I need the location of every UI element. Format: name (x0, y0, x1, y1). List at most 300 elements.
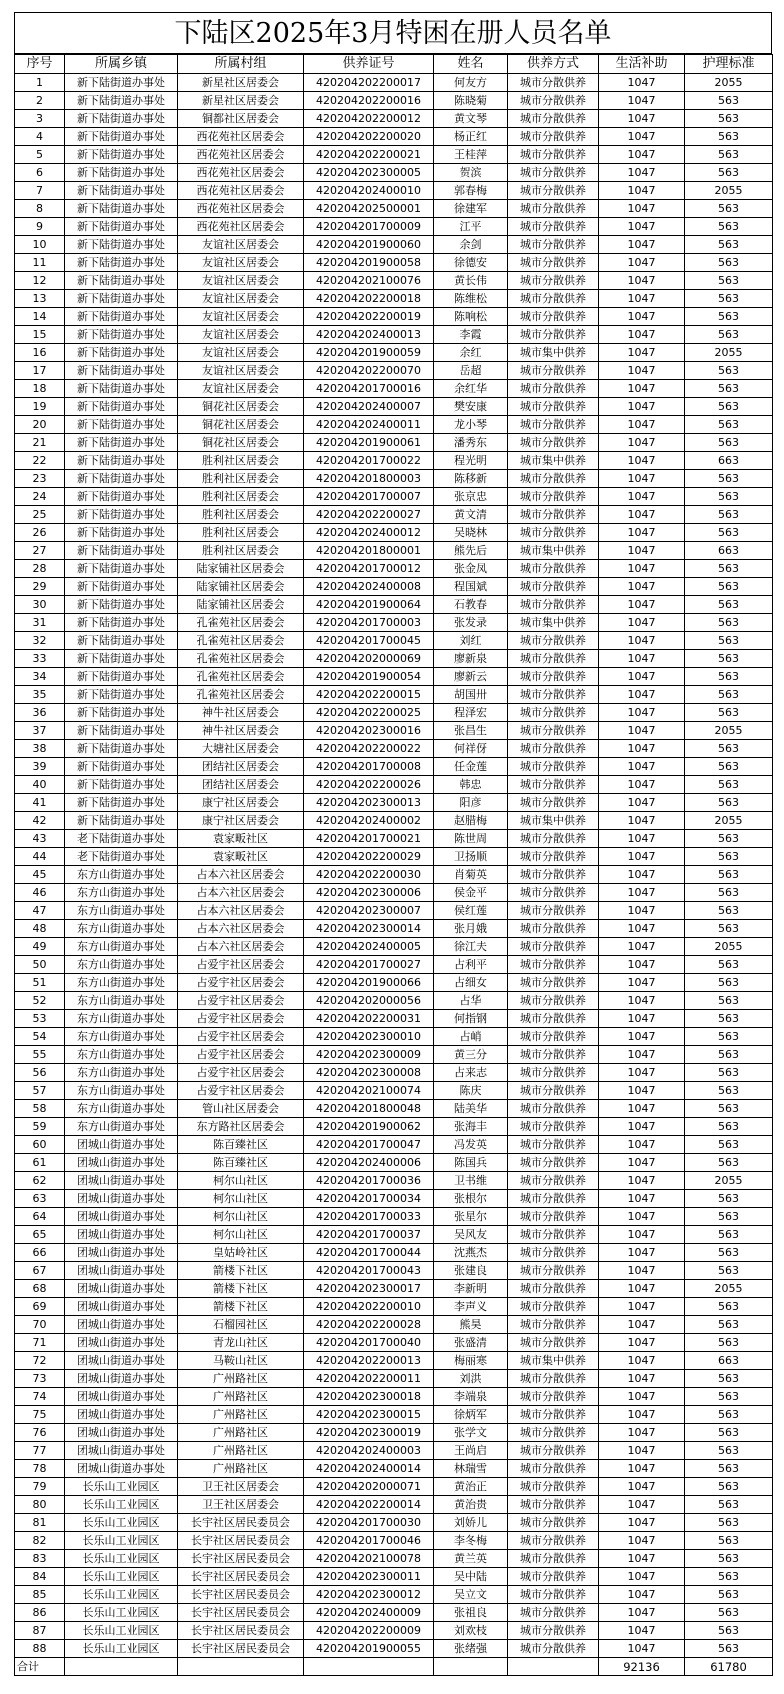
row-name: 黄文清 (434, 506, 508, 524)
table-row (15, 110, 773, 128)
row-index: 60 (15, 1136, 65, 1154)
row-certificate-number: 420204201700022 (304, 452, 434, 470)
row-living-subsidy: 1047 (599, 578, 685, 596)
table-row (15, 524, 773, 542)
header-village: 所属村组 (178, 55, 304, 74)
row-living-subsidy: 1047 (599, 1442, 685, 1460)
row-support-type: 城市分散供养 (508, 362, 599, 380)
row-village: 柯尔山社区 (178, 1172, 304, 1190)
row-living-subsidy: 1047 (599, 560, 685, 578)
row-care-standard: 563 (685, 560, 773, 578)
row-township: 新下陆街道办事处 (65, 668, 178, 686)
row-township: 东方山街道办事处 (65, 1082, 178, 1100)
row-living-subsidy: 1047 (599, 290, 685, 308)
row-village: 胜利社区居委会 (178, 506, 304, 524)
table-row (15, 164, 773, 182)
row-village: 广州路社区 (178, 1370, 304, 1388)
row-index: 32 (15, 632, 65, 650)
row-township: 团城山街道办事处 (65, 1208, 178, 1226)
row-name: 黄兰英 (434, 1550, 508, 1568)
row-living-subsidy: 1047 (599, 524, 685, 542)
row-living-subsidy: 1047 (599, 182, 685, 200)
table-row (15, 362, 773, 380)
table-row (15, 236, 773, 254)
row-living-subsidy: 1047 (599, 1640, 685, 1658)
row-village: 占爱宇社区居委会 (178, 1082, 304, 1100)
row-care-standard: 563 (685, 956, 773, 974)
row-certificate-number: 420204202000056 (304, 992, 434, 1010)
row-village: 陆家铺社区居委会 (178, 596, 304, 614)
row-certificate-number: 420204202300007 (304, 902, 434, 920)
row-name: 吴风友 (434, 1226, 508, 1244)
row-township: 团城山街道办事处 (65, 1370, 178, 1388)
row-township: 新下陆街道办事处 (65, 398, 178, 416)
table-row (15, 74, 773, 92)
row-village: 广州路社区 (178, 1406, 304, 1424)
table-row (15, 1298, 773, 1316)
row-index: 71 (15, 1334, 65, 1352)
row-name: 龙小琴 (434, 416, 508, 434)
row-living-subsidy: 1047 (599, 434, 685, 452)
row-living-subsidy: 1047 (599, 1010, 685, 1028)
row-index: 2 (15, 92, 65, 110)
row-certificate-number: 420204201700037 (304, 1226, 434, 1244)
row-support-type: 城市分散供养 (508, 1226, 599, 1244)
row-index: 57 (15, 1082, 65, 1100)
row-support-type: 城市分散供养 (508, 1604, 599, 1622)
row-living-subsidy: 1047 (599, 1370, 685, 1388)
table-row (15, 1568, 773, 1586)
row-index: 79 (15, 1478, 65, 1496)
row-name: 廖新云 (434, 668, 508, 686)
row-certificate-number: 420204202300016 (304, 722, 434, 740)
row-support-type: 城市分散供养 (508, 992, 599, 1010)
row-index: 11 (15, 254, 65, 272)
row-care-standard: 2055 (685, 1280, 773, 1298)
row-living-subsidy: 1047 (599, 974, 685, 992)
table-row (15, 1262, 773, 1280)
row-index: 56 (15, 1064, 65, 1082)
row-village: 胜利社区居委会 (178, 488, 304, 506)
row-village: 占爱宇社区居委会 (178, 1046, 304, 1064)
row-township: 团城山街道办事处 (65, 1316, 178, 1334)
row-township: 长乐山工业园区 (65, 1568, 178, 1586)
row-name: 江平 (434, 218, 508, 236)
table-row (15, 1622, 773, 1640)
row-certificate-number: 420204201700007 (304, 488, 434, 506)
row-name: 张绪强 (434, 1640, 508, 1658)
row-name: 吴立文 (434, 1586, 508, 1604)
row-support-type: 城市分散供养 (508, 1532, 599, 1550)
row-care-standard: 563 (685, 1460, 773, 1478)
row-name: 石教春 (434, 596, 508, 614)
row-name: 占华 (434, 992, 508, 1010)
row-index: 86 (15, 1604, 65, 1622)
table-row (15, 1064, 773, 1082)
row-certificate-number: 420204202300005 (304, 164, 434, 182)
table-row (15, 740, 773, 758)
row-certificate-number: 420204202000069 (304, 650, 434, 668)
row-support-type: 城市分散供养 (508, 74, 599, 92)
row-certificate-number: 420204202200026 (304, 776, 434, 794)
row-care-standard: 563 (685, 326, 773, 344)
row-certificate-number: 420204201700043 (304, 1262, 434, 1280)
table-row (15, 1028, 773, 1046)
row-certificate-number: 420204202400003 (304, 1442, 434, 1460)
row-certificate-number: 420204202300012 (304, 1586, 434, 1604)
row-care-standard: 663 (685, 452, 773, 470)
row-index: 31 (15, 614, 65, 632)
row-certificate-number: 420204202400012 (304, 524, 434, 542)
row-name: 黄三分 (434, 1046, 508, 1064)
row-name: 吴中陆 (434, 1568, 508, 1586)
row-support-type: 城市分散供养 (508, 704, 599, 722)
row-care-standard: 563 (685, 1586, 773, 1604)
row-name: 熊先后 (434, 542, 508, 560)
row-index: 49 (15, 938, 65, 956)
row-certificate-number: 420204202300013 (304, 794, 434, 812)
table-row (15, 1424, 773, 1442)
row-village: 占本六社区居委会 (178, 902, 304, 920)
row-living-subsidy: 1047 (599, 1460, 685, 1478)
table-row (15, 254, 773, 272)
row-care-standard: 563 (685, 1550, 773, 1568)
row-support-type: 城市分散供养 (508, 974, 599, 992)
row-living-subsidy: 1047 (599, 1334, 685, 1352)
row-township: 新下陆街道办事处 (65, 182, 178, 200)
row-village: 铜都社区居委会 (178, 110, 304, 128)
sheet-title: 下陆区2025年3月特困在册人员名单 (14, 12, 772, 54)
row-index: 54 (15, 1028, 65, 1046)
row-living-subsidy: 1047 (599, 740, 685, 758)
row-living-subsidy: 1047 (599, 92, 685, 110)
row-living-subsidy: 1047 (599, 146, 685, 164)
total-care: 61780 (685, 1658, 773, 1676)
row-name: 刘洪 (434, 1370, 508, 1388)
row-village: 柯尔山社区 (178, 1190, 304, 1208)
row-village: 孔雀苑社区居委会 (178, 668, 304, 686)
row-village: 大塘社区居委会 (178, 740, 304, 758)
row-township: 东方山街道办事处 (65, 884, 178, 902)
row-care-standard: 563 (685, 1370, 773, 1388)
row-name: 张根尔 (434, 1190, 508, 1208)
row-care-standard: 563 (685, 128, 773, 146)
row-township: 团城山街道办事处 (65, 1226, 178, 1244)
row-township: 新下陆街道办事处 (65, 146, 178, 164)
row-name: 占来志 (434, 1064, 508, 1082)
row-care-standard: 563 (685, 272, 773, 290)
row-village: 友谊社区居委会 (178, 236, 304, 254)
row-village: 友谊社区居委会 (178, 326, 304, 344)
row-township: 新下陆街道办事处 (65, 218, 178, 236)
table-row (15, 1442, 773, 1460)
row-care-standard: 563 (685, 1442, 773, 1460)
row-certificate-number: 420204202200015 (304, 686, 434, 704)
row-index: 47 (15, 902, 65, 920)
row-name: 程国斌 (434, 578, 508, 596)
row-care-standard: 563 (685, 470, 773, 488)
row-village: 孔雀苑社区居委会 (178, 614, 304, 632)
table-row (15, 686, 773, 704)
row-support-type: 城市分散供养 (508, 1622, 599, 1640)
row-care-standard: 563 (685, 1154, 773, 1172)
row-index: 77 (15, 1442, 65, 1460)
row-living-subsidy: 1047 (599, 866, 685, 884)
row-support-type: 城市分散供养 (508, 1388, 599, 1406)
row-living-subsidy: 1047 (599, 272, 685, 290)
row-care-standard: 563 (685, 830, 773, 848)
row-index: 41 (15, 794, 65, 812)
row-index: 34 (15, 668, 65, 686)
row-index: 1 (15, 74, 65, 92)
table-row (15, 434, 773, 452)
row-care-standard: 563 (685, 758, 773, 776)
row-support-type: 城市集中供养 (508, 1352, 599, 1370)
table-row (15, 596, 773, 614)
table-row (15, 1244, 773, 1262)
row-living-subsidy: 1047 (599, 1190, 685, 1208)
row-name: 吴晓林 (434, 524, 508, 542)
row-care-standard: 563 (685, 218, 773, 236)
row-township: 老下陆街道办事处 (65, 848, 178, 866)
table-row (15, 146, 773, 164)
total-empty-cell (178, 1658, 304, 1676)
row-support-type: 城市分散供养 (508, 1640, 599, 1658)
row-certificate-number: 420204202400014 (304, 1460, 434, 1478)
row-township: 新下陆街道办事处 (65, 614, 178, 632)
row-village: 柯尔山社区 (178, 1226, 304, 1244)
row-township: 长乐山工业园区 (65, 1550, 178, 1568)
row-care-standard: 563 (685, 578, 773, 596)
row-living-subsidy: 1047 (599, 380, 685, 398)
row-index: 10 (15, 236, 65, 254)
row-certificate-number: 420204202300015 (304, 1406, 434, 1424)
row-name: 黄文琴 (434, 110, 508, 128)
row-living-subsidy: 1047 (599, 1154, 685, 1172)
row-support-type: 城市分散供养 (508, 956, 599, 974)
row-support-type: 城市分散供养 (508, 308, 599, 326)
row-township: 新下陆街道办事处 (65, 380, 178, 398)
row-living-subsidy: 1047 (599, 128, 685, 146)
row-certificate-number: 420204202400006 (304, 1154, 434, 1172)
row-living-subsidy: 1047 (599, 848, 685, 866)
row-living-subsidy: 1047 (599, 164, 685, 182)
table-row (15, 1100, 773, 1118)
row-care-standard: 563 (685, 1118, 773, 1136)
table-row (15, 326, 773, 344)
table-row (15, 1460, 773, 1478)
table-row (15, 1154, 773, 1172)
row-village: 西花苑社区居委会 (178, 146, 304, 164)
row-support-type: 城市分散供养 (508, 632, 599, 650)
table-row (15, 398, 773, 416)
row-care-standard: 563 (685, 1478, 773, 1496)
row-index: 29 (15, 578, 65, 596)
row-village: 占本六社区居委会 (178, 884, 304, 902)
table-row (15, 920, 773, 938)
row-living-subsidy: 1047 (599, 776, 685, 794)
row-care-standard: 2055 (685, 182, 773, 200)
row-village: 占本六社区居委会 (178, 866, 304, 884)
row-support-type: 城市分散供养 (508, 1136, 599, 1154)
row-living-subsidy: 1047 (599, 920, 685, 938)
row-support-type: 城市分散供养 (508, 164, 599, 182)
row-village: 石榴园社区 (178, 1316, 304, 1334)
table-row (15, 1226, 773, 1244)
row-name: 韩忠 (434, 776, 508, 794)
table-row (15, 452, 773, 470)
table-row (15, 1406, 773, 1424)
total-row (15, 1658, 773, 1676)
row-care-standard: 563 (685, 146, 773, 164)
row-support-type: 城市分散供养 (508, 236, 599, 254)
row-certificate-number: 420204202300008 (304, 1064, 434, 1082)
table-row (15, 1388, 773, 1406)
table-row (15, 1370, 773, 1388)
row-care-standard: 563 (685, 686, 773, 704)
row-index: 40 (15, 776, 65, 794)
row-township: 长乐山工业园区 (65, 1532, 178, 1550)
table-row (15, 1118, 773, 1136)
row-care-standard: 563 (685, 596, 773, 614)
row-certificate-number: 420204201900062 (304, 1118, 434, 1136)
row-index: 88 (15, 1640, 65, 1658)
row-township: 东方山街道办事处 (65, 956, 178, 974)
header-index: 序号 (15, 55, 65, 74)
row-certificate-number: 420204202400007 (304, 398, 434, 416)
row-living-subsidy: 1047 (599, 326, 685, 344)
row-township: 团城山街道办事处 (65, 1298, 178, 1316)
row-certificate-number: 420204201700034 (304, 1190, 434, 1208)
row-township: 新下陆街道办事处 (65, 326, 178, 344)
row-village: 卫王社区居委会 (178, 1496, 304, 1514)
row-index: 3 (15, 110, 65, 128)
row-certificate-number: 420204202300010 (304, 1028, 434, 1046)
row-village: 占爱宇社区居委会 (178, 956, 304, 974)
table-row (15, 956, 773, 974)
row-living-subsidy: 1047 (599, 1496, 685, 1514)
row-care-standard: 563 (685, 632, 773, 650)
row-index: 21 (15, 434, 65, 452)
row-care-standard: 563 (685, 614, 773, 632)
table-row (15, 1352, 773, 1370)
row-living-subsidy: 1047 (599, 416, 685, 434)
row-care-standard: 563 (685, 92, 773, 110)
table-row (15, 794, 773, 812)
row-living-subsidy: 1047 (599, 236, 685, 254)
row-index: 16 (15, 344, 65, 362)
table-row (15, 1172, 773, 1190)
row-village: 新星社区居委会 (178, 92, 304, 110)
row-township: 新下陆街道办事处 (65, 632, 178, 650)
row-township: 新下陆街道办事处 (65, 128, 178, 146)
row-name: 陈维松 (434, 290, 508, 308)
row-care-standard: 563 (685, 1424, 773, 1442)
row-support-type: 城市分散供养 (508, 1550, 599, 1568)
row-certificate-number: 420204202400013 (304, 326, 434, 344)
row-certificate-number: 420204201700009 (304, 218, 434, 236)
row-care-standard: 563 (685, 524, 773, 542)
row-village: 团结社区居委会 (178, 776, 304, 794)
row-township: 新下陆街道办事处 (65, 164, 178, 182)
row-name: 陈响松 (434, 308, 508, 326)
row-village: 铜花社区居委会 (178, 434, 304, 452)
row-certificate-number: 420204202100074 (304, 1082, 434, 1100)
row-index: 61 (15, 1154, 65, 1172)
row-support-type: 城市分散供养 (508, 560, 599, 578)
row-certificate-number: 420204201900066 (304, 974, 434, 992)
row-index: 44 (15, 848, 65, 866)
row-certificate-number: 420204201800001 (304, 542, 434, 560)
row-certificate-number: 420204202400011 (304, 416, 434, 434)
row-village: 西花苑社区居委会 (178, 182, 304, 200)
row-village: 胜利社区居委会 (178, 524, 304, 542)
row-index: 80 (15, 1496, 65, 1514)
table-row (15, 1550, 773, 1568)
row-support-type: 城市分散供养 (508, 1460, 599, 1478)
row-township: 新下陆街道办事处 (65, 416, 178, 434)
row-name: 李冬梅 (434, 1532, 508, 1550)
row-name: 胡国卅 (434, 686, 508, 704)
row-index: 82 (15, 1532, 65, 1550)
row-living-subsidy: 1047 (599, 1478, 685, 1496)
row-support-type: 城市分散供养 (508, 1046, 599, 1064)
row-living-subsidy: 1047 (599, 650, 685, 668)
row-township: 新下陆街道办事处 (65, 578, 178, 596)
row-certificate-number: 420204202200031 (304, 1010, 434, 1028)
row-care-standard: 563 (685, 1604, 773, 1622)
row-index: 62 (15, 1172, 65, 1190)
row-support-type: 城市集中供养 (508, 452, 599, 470)
table-row (15, 884, 773, 902)
row-index: 38 (15, 740, 65, 758)
row-support-type: 城市分散供养 (508, 1586, 599, 1604)
table-row (15, 290, 773, 308)
row-name: 张祖良 (434, 1604, 508, 1622)
row-name: 贺滨 (434, 164, 508, 182)
row-living-subsidy: 1047 (599, 1226, 685, 1244)
row-certificate-number: 420204202400002 (304, 812, 434, 830)
row-care-standard: 563 (685, 1010, 773, 1028)
row-village: 铜花社区居委会 (178, 398, 304, 416)
row-index: 19 (15, 398, 65, 416)
row-village: 占爱宇社区居委会 (178, 1028, 304, 1046)
row-township: 东方山街道办事处 (65, 1118, 178, 1136)
row-certificate-number: 420204201900054 (304, 668, 434, 686)
row-village: 陆家铺社区居委会 (178, 560, 304, 578)
row-care-standard: 563 (685, 1568, 773, 1586)
row-certificate-number: 420204202200027 (304, 506, 434, 524)
row-name: 李声义 (434, 1298, 508, 1316)
row-support-type: 城市分散供养 (508, 488, 599, 506)
row-living-subsidy: 1047 (599, 452, 685, 470)
row-living-subsidy: 1047 (599, 794, 685, 812)
row-name: 张昌生 (434, 722, 508, 740)
row-certificate-number: 420204202200028 (304, 1316, 434, 1334)
row-living-subsidy: 1047 (599, 992, 685, 1010)
row-index: 45 (15, 866, 65, 884)
table-row (15, 470, 773, 488)
row-support-type: 城市分散供养 (508, 1298, 599, 1316)
row-certificate-number: 420204202200010 (304, 1298, 434, 1316)
row-village: 袁家畈社区 (178, 848, 304, 866)
row-living-subsidy: 1047 (599, 1046, 685, 1064)
row-care-standard: 563 (685, 866, 773, 884)
row-name: 陈国兵 (434, 1154, 508, 1172)
row-name: 王尚启 (434, 1442, 508, 1460)
row-care-standard: 563 (685, 110, 773, 128)
row-index: 27 (15, 542, 65, 560)
